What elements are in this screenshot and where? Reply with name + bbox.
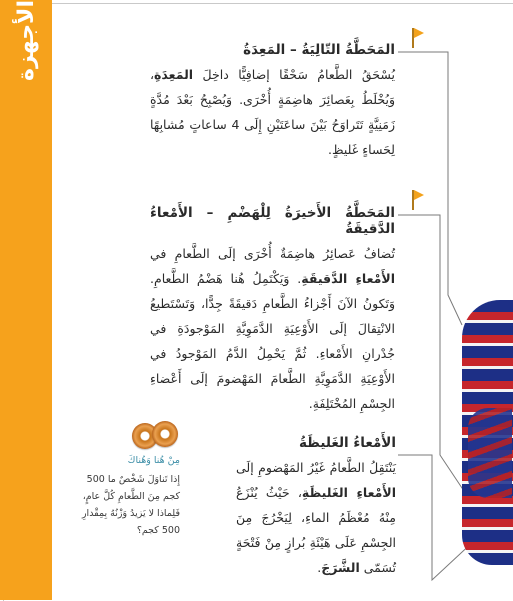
fun-fact-note	[70, 455, 180, 539]
section-small-intestine	[150, 205, 395, 416]
key-term: الشَّرَجَ	[321, 560, 360, 575]
key-term: المَعِدَةِ	[154, 67, 194, 82]
section-heading: المَحَطَّةُ التّالِيَةُ – المَعِدَةُ	[243, 42, 395, 58]
body-text: يَنْتَقِلُ الطَّعامُ غَيْرُ المَهْضومِ إلَى	[236, 460, 396, 475]
body-text: تُضافُ عَصائِرُ هاضِمَةٌ أُخْرَى إلَى الطَّعامِ في	[150, 246, 395, 261]
note-body: إِذا تَناوَلَ شَخْصٌ ما 500 كجم مِنَ الطَّعامِ كُلَّ عامٍ، فَلِماذا لا يَزيدُ وَزْنُهُ بِمِقْدارِ 500 كجم؟	[81, 474, 180, 536]
body-text: ، وَيُخْلَطُ بِعَصائِرَ هاضِمَةٍ أُخْرَى. وَيُصْبِحُ بَعْدَ مُدَّةٍ زَمَنِيَّةٍ تَتَراوَحُ بَيْنَ ساعَتَيْنِ إِلَى 4 ساعاتٍ مُشابِهًا لِحَساءٍ غَليظٍ.	[150, 67, 395, 157]
key-term: الأَمْعاءِ الغَليظَةِ	[301, 485, 396, 500]
donut-illustration	[132, 420, 180, 450]
section-body	[150, 62, 395, 162]
key-term: الأَمْعاءِ الدَّقيقَةِ	[301, 271, 396, 286]
section-heading: المَحَطَّةُ الأَخيرَةُ لِلْهَضْمِ – الأَمْعاءُ الدَّقيقَةُ	[150, 205, 395, 237]
section-body	[236, 455, 396, 580]
jacket-arm-illustration	[468, 408, 512, 498]
body-text: يُسْحَقُ الطَّعامُ سَحْقًا إضافِيًّا داخِلَ	[193, 67, 395, 82]
body-text: ، حَيْثُ يُنْزَعُ مِنْهُ مُعْظَمُ الماءِ، لِيَخْرُجَ مِنَ الجِسْمِ عَلَى هَيْئَةِ بُرازٍ مِنْ فَتْحَةٍ تُسَمّى	[236, 485, 396, 575]
section-heading: الأَمْعاءُ الغَليظَةُ	[298, 435, 396, 451]
donut-icon	[152, 421, 178, 447]
body-text: . وَيَكْتَمِلُ هُنا هَضْمُ الطَّعامِ. وَتَكونُ الآنَ أَجْزاءُ الطَّعامِ دَقيقَةً جِدًّا، وَتَسْتَطيعُ الانْتِقالَ إلَى الأَوْعِيَةِ الدَّمَوِيَّةِ المَوْجودَةِ في جُدْرانِ الأَمْعاءِ. ثُمَّ يَحْمِلُ الدَّمُ المَوْجودُ في الأَوْعِيَةِ الدَّمَوِيَّةِ الطَّعامَ المَهْضومَ إلَى أَعْضاءِ الجِسْمِ المُخْتَلِفَةِ.	[150, 271, 395, 411]
chapter-title: الأجهزة	[13, 0, 39, 81]
note-heading: مِنْ هُنا وَهُناكَ	[127, 455, 180, 466]
section-stomach	[150, 42, 395, 162]
pointer-line-small-intestine	[398, 215, 470, 500]
flag-icon	[411, 28, 427, 48]
section-body	[150, 241, 395, 416]
section-large-intestine	[236, 435, 396, 580]
flag-icon	[411, 190, 427, 210]
pointer-line-stomach	[398, 52, 462, 325]
body-text: .	[317, 560, 322, 575]
